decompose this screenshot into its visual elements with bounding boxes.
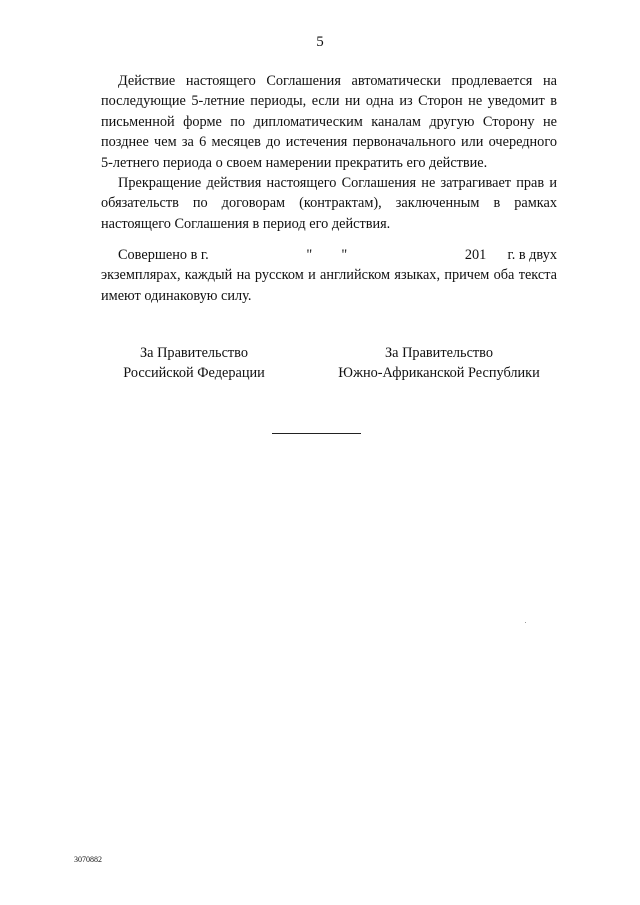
- signature-block-russia: [74, 343, 314, 383]
- signature-left-line1: За Правительство: [140, 345, 248, 361]
- signature-right-line1: За Правительство: [385, 345, 493, 361]
- closing-divider: [272, 433, 361, 434]
- quote-close: ": [341, 247, 348, 263]
- paragraph-extension-terms: Действие настоящего Соглашения автоматически продлевается на последующие 5-летние периоды, если ни одна из Сторон не уведомит в письменной форме по дипломатическим каналам другую Сторону не позднее чем за 6 месяцев до истечения первоначального или очередного 5-летнего периода о своем намерении прекратить его действие.: [101, 73, 557, 171]
- quote-open: ": [306, 247, 313, 263]
- signature-left-line2: Российской Федерации: [123, 365, 265, 381]
- year-prefix: 201: [464, 247, 487, 263]
- scan-speck: [525, 622, 526, 623]
- page-number: 5: [316, 34, 324, 50]
- execution-date-line: [101, 245, 557, 265]
- year-label: [405, 245, 557, 265]
- signature-block-south-africa: [319, 343, 559, 383]
- document-code: 3070882: [74, 855, 102, 864]
- execution-clause: [101, 245, 557, 306]
- signature-right-line2: Южно-Африканской Республики: [338, 365, 540, 381]
- execution-first-line-end: г. в двух: [507, 247, 557, 263]
- execution-place-label: Совершено в г.: [118, 247, 209, 263]
- date-blank-quotes: [266, 245, 347, 265]
- execution-continuation: экземплярах, каждый на русском и английском языках, причем оба текста имеют одинаковую силу.: [101, 267, 557, 304]
- paragraph-termination-effect: Прекращение действия настоящего Соглашения не затрагивает прав и обязательств по договорам (контрактам), заключенным в рамках настоящего Соглашения в период его действия.: [101, 175, 557, 232]
